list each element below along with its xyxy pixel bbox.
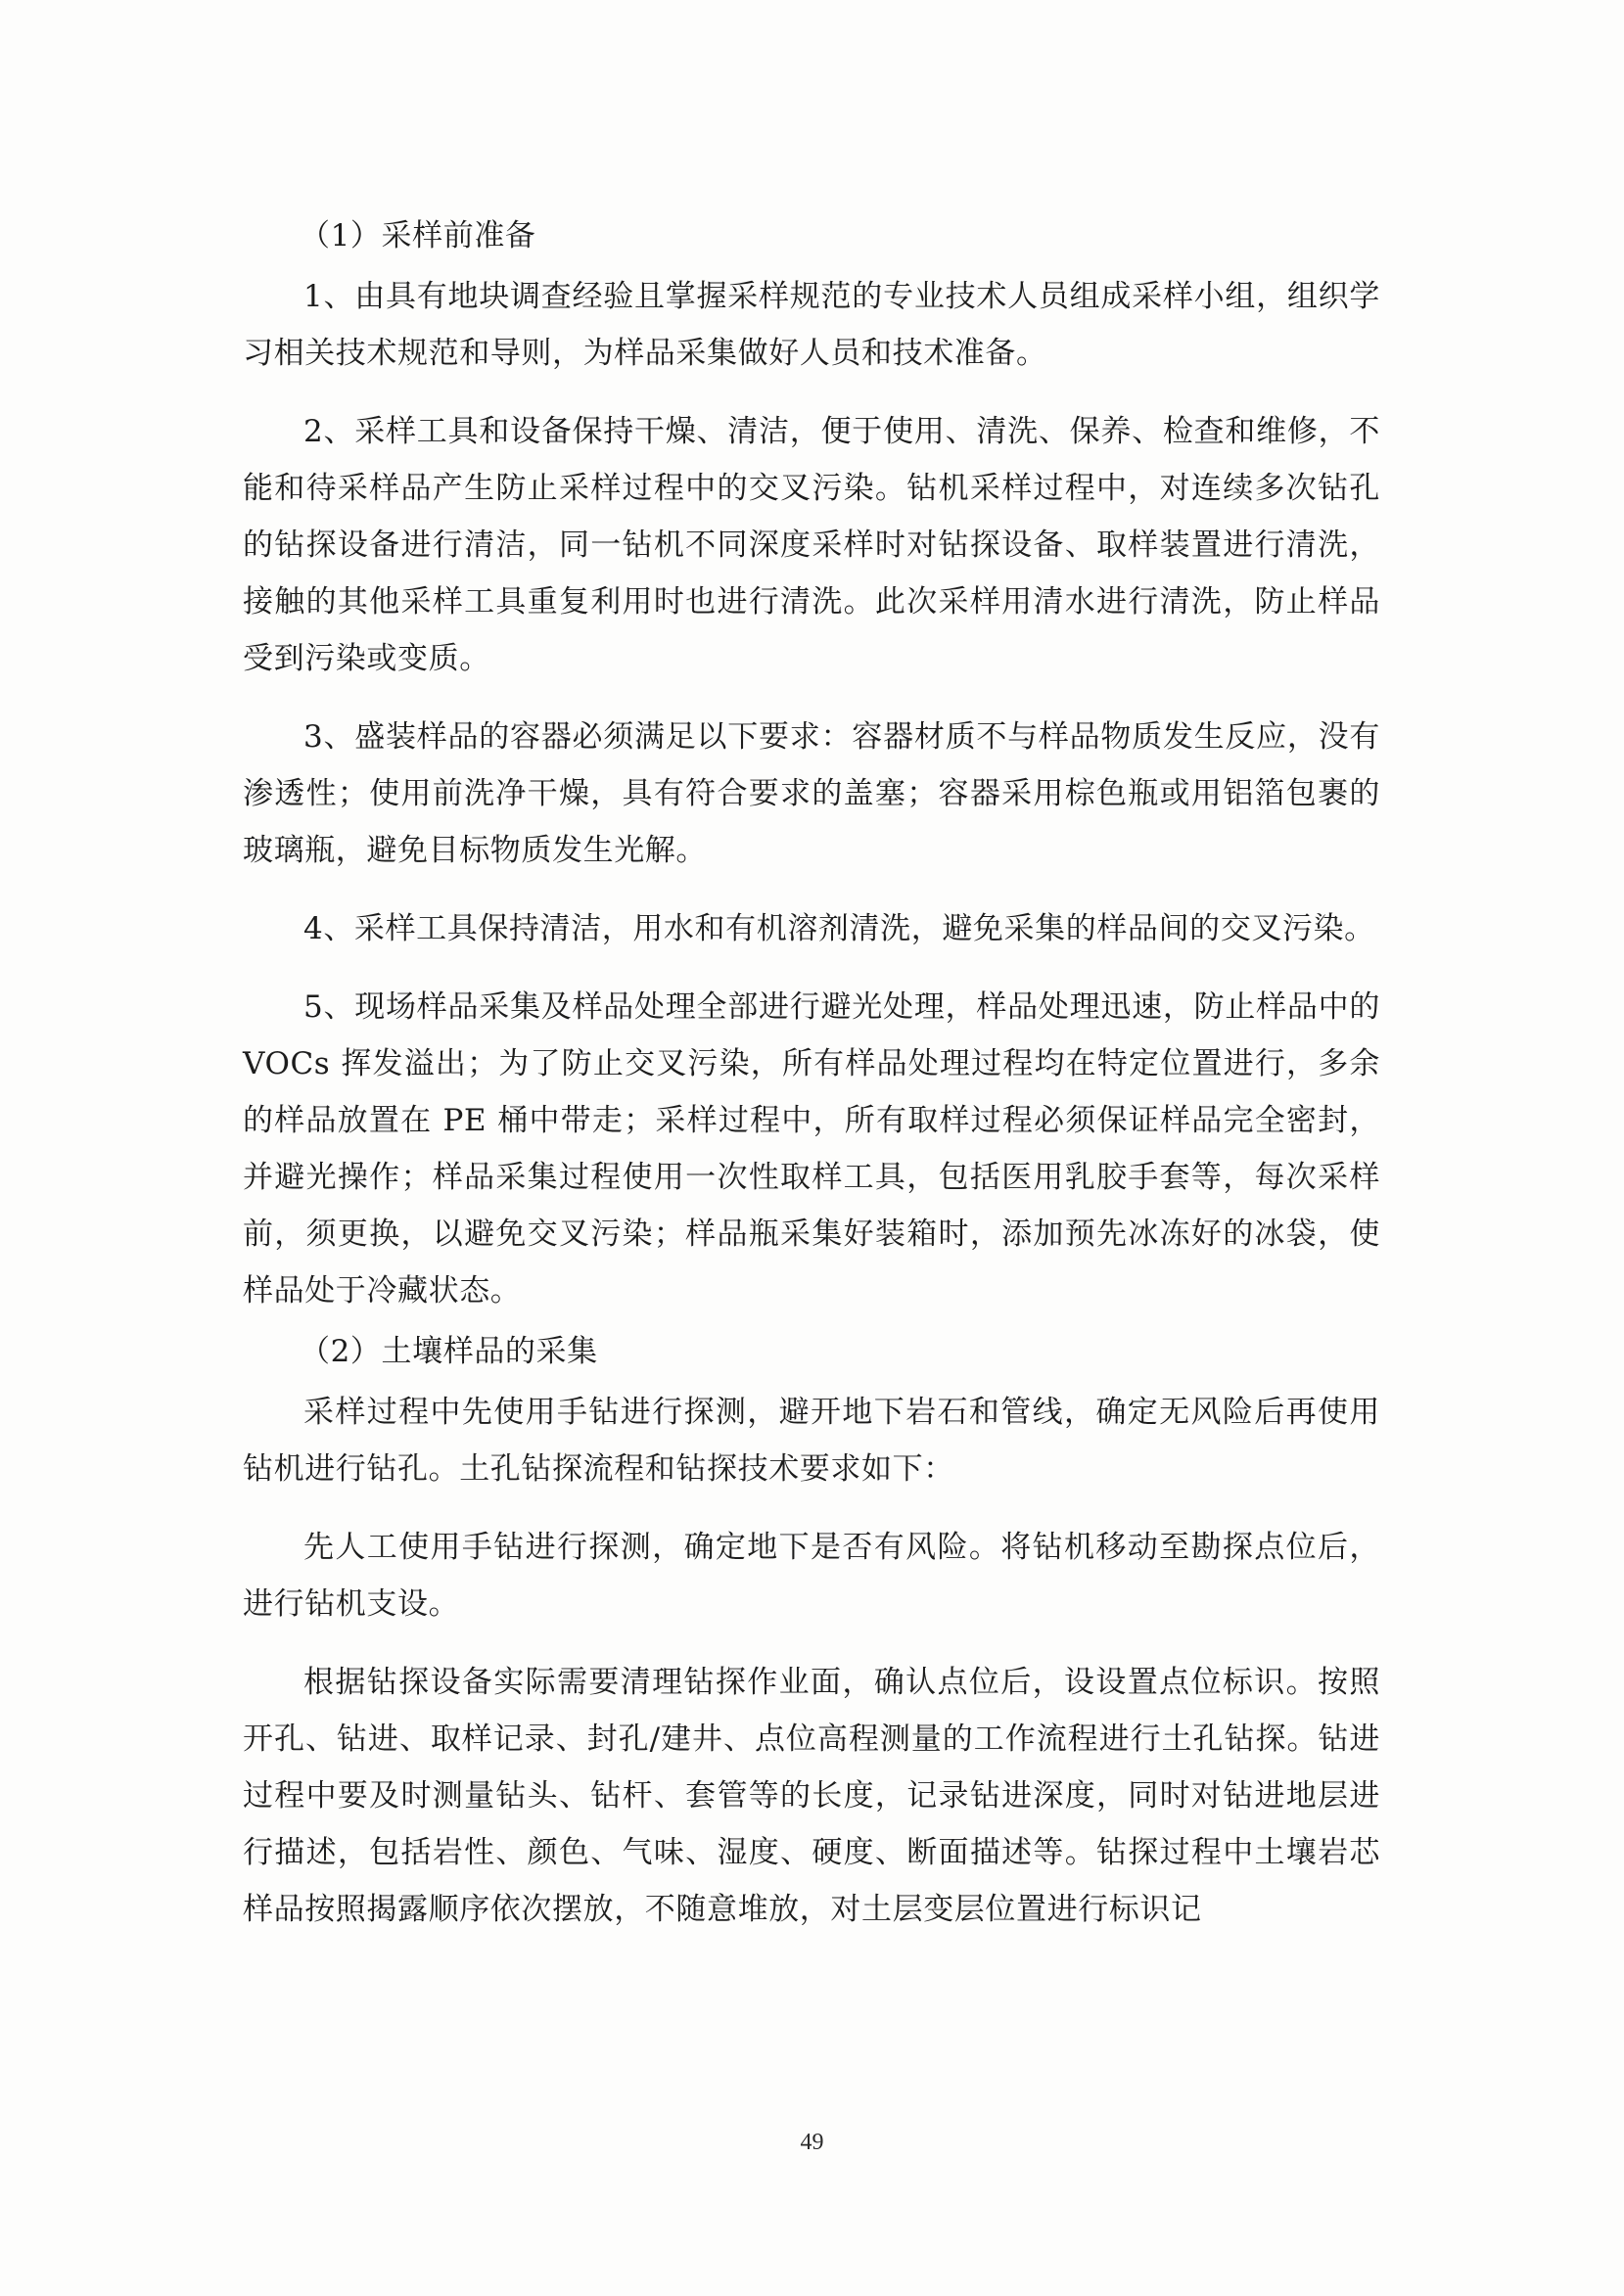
section-heading-soil-sampling: （2）土壤样品的采集: [300, 1334, 598, 1369]
paragraph-item-4: 4、采样工具保持清洁，用水和有机溶剂清洗，避免采集的样品间的交叉污染。: [303, 911, 1375, 946]
paragraph-item-3: 3、盛装样品的容器必须满足以下要求：容器材质不与样品物质发生反应，没有渗透性；使用前洗净干燥，具有符合要求的盖塞；容器采用棕色瓶或用铝箔包裹的玻璃瓶，避免目标物质发生光解。: [243, 719, 1380, 868]
page-body: [243, 207, 1380, 1938]
section-heading-sampling-preparation: （1）采样前准备: [300, 218, 536, 253]
paragraph-drilling-procedure: 根据钻探设备实际需要清理钻探作业面，确认点位后，设设置点位标识。按照开孔、钻进、取样记录、封孔/建井、点位高程测量的工作流程进行土孔钻探。钻进过程中要及时测量钻头、钻杆、套管等的长度，记录钻进深度，同时对钻进地层进行描述，包括岩性、颜色、气味、湿度、硬度、断面描述等。钻探过程中土壤岩芯样品按照揭露顺序依次摆放，不随意堆放，对土层变层位置进行标识记: [243, 1665, 1380, 1927]
paragraph-drilling-overview: 采样过程中先使用手钻进行探测，避开地下岩石和管线，确定无风险后再使用钻机进行钻孔。土孔钻探流程和钻探技术要求如下：: [243, 1395, 1380, 1487]
paragraph-item-2: 2、采样工具和设备保持干燥、清洁，便于使用、清洗、保养、检查和维修，不能和待采样品产生防止采样过程中的交叉污染。钻机采样过程中，对连续多次钻孔的钻探设备进行清洁，同一钻机不同深度采样时对钻探设备、取样装置进行清洗，接触的其他采样工具重复利用时也进行清洗。此次采样用清水进行清洗，防止样品受到污染或变质。: [243, 414, 1380, 676]
paragraph-item-1: 1、由具有地块调查经验且掌握采样规范的专业技术人员组成采样小组，组织学习相关技术规范和导则，为样品采集做好人员和技术准备。: [243, 279, 1380, 371]
paragraph-item-5: 5、现场样品采集及样品处理全部进行避光处理，样品处理迅速，防止样品中的 VOCs 挥发溢出；为了防止交叉污染，所有样品处理过程均在特定位置进行，多余的样品放置在 PE 桶中带走；采样过程中，所有取样过程必须保证样品完全密封，并避光操作；样品采集过程使用一次性取样工具，包括医用乳胶手套等，每次采样前，须更换，以避免交叉污染；样品瓶采集好装箱时，添加预先冰冻好的冰袋，使样品处于冷藏状态。: [243, 989, 1380, 1309]
page-number: 49: [800, 2130, 824, 2155]
paragraph-manual-probe: 先人工使用手钻进行探测，确定地下是否有风险。将钻机移动至勘探点位后，进行钻机支设。: [243, 1530, 1380, 1622]
